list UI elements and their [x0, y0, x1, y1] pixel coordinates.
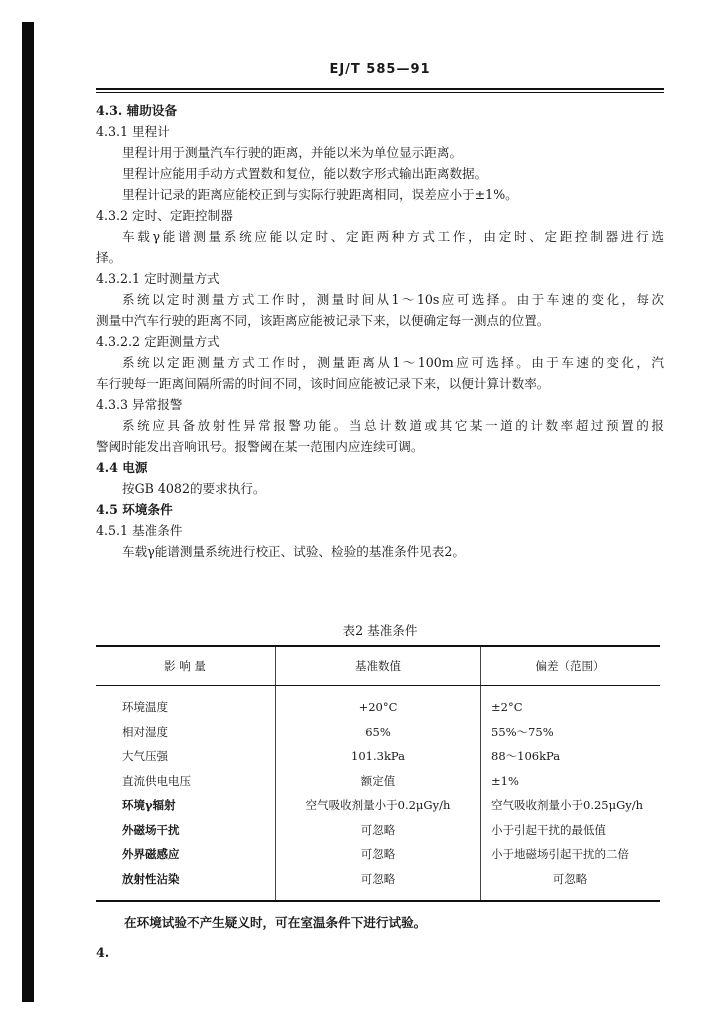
table-row: [96, 818, 660, 843]
text-line: 系统以定时测量方式工作时，测量时间从1～10s应可选择。由于车速的变化，每次: [122, 292, 664, 307]
table-cell: 环境温度: [122, 700, 168, 715]
text-line: 4.3.2 定时、定距控制器: [96, 208, 233, 223]
table-cell: 可忽略: [276, 842, 481, 867]
text-line: 系统以定距测量方式工作时，测量距离从1～100m应可选择。由于车速的变化，汽: [122, 355, 664, 370]
table-cell: 65%: [276, 720, 481, 745]
table-header-row: [96, 646, 660, 686]
table-cell: 可忽略: [276, 818, 481, 843]
header-rule-thin: [96, 92, 664, 93]
table-cell: 外界磁感应: [122, 847, 180, 862]
table-cell: 大气压强: [122, 749, 168, 764]
binding-edge: [22, 22, 34, 1002]
text-line: 车行驶每一距离间隔所需的时间不同，该时间应能被记录下来，以便计算计数率。: [96, 376, 550, 391]
text-line: 4.3.1 里程计: [96, 124, 170, 139]
body-text: [96, 100, 664, 562]
table-cell: +20°C: [276, 686, 481, 720]
table-row: [96, 720, 660, 745]
text-line: 4.5 环境条件: [96, 502, 173, 517]
text-line: 测量中汽车行驶的距离不同，该距离应能被记录下来，以便确定每一测点的位置。: [96, 313, 550, 328]
table-cell: 额定值: [276, 769, 481, 794]
text-line: 按GB 4082的要求执行。: [122, 481, 266, 496]
table-cell: 小于地磁场引起干扰的二倍: [481, 842, 661, 867]
table-row: [96, 793, 660, 818]
table-caption: 表2 基准条件: [342, 623, 418, 638]
text-line: 4.3.3 异常报警: [96, 397, 183, 412]
text-line: 择。: [96, 250, 122, 265]
text-line: 系统应具备放射性异常报警功能。当总计数道或其它某一道的计数率超过预置的报: [122, 418, 664, 433]
table-cell: ±2°C: [481, 686, 661, 720]
text-line: 4.3. 辅助设备: [96, 103, 178, 118]
reference-conditions-table: [96, 645, 660, 902]
table-cell: 放射性沾染: [96, 867, 276, 902]
table-row: [96, 867, 660, 902]
text-line: 4.4 电源: [96, 460, 148, 475]
footnote: 在环境试验不产生疑义时，可在室温条件下进行试验。: [124, 915, 427, 930]
column-header-reference-value: 基准数值: [276, 646, 481, 686]
table-row: [96, 842, 660, 867]
table-cell: 55%～75%: [481, 720, 661, 745]
table-cell: 小于引起干扰的最低值: [481, 818, 661, 843]
table-cell: 可忽略: [481, 867, 661, 902]
column-header-influence: 影 响 量: [96, 646, 276, 686]
table-cell: 101.3kPa: [276, 744, 481, 769]
text-line: 4.3.2.1 定时测量方式: [96, 271, 220, 286]
text-line: 警阈时能发出音响讯号。报警阈在某一范围内应连续可调。: [96, 439, 424, 454]
table-cell: 直流供电电压: [122, 773, 191, 788]
table-cell: 88～106kPa: [481, 744, 661, 769]
table-cell: 相对湿度: [122, 724, 168, 739]
table-cell: 空气吸收剂量小于0.25μGy/h: [481, 793, 661, 818]
table-cell: 外磁场干扰: [122, 822, 180, 837]
table-row: [96, 744, 660, 769]
text-line: 车载γ能谱测量系统进行校正、试验、检验的基准条件见表2。: [122, 544, 465, 559]
header-rule: [96, 88, 664, 90]
text-line: 里程计应能用手动方式置数和复位，能以数字形式输出距离数据。: [122, 166, 488, 181]
text-line: 车载γ能谱测量系统应能以定时、定距两种方式工作，由定时、定距控制器进行选: [122, 229, 664, 244]
table-row: [96, 686, 660, 720]
table-cell: 可忽略: [276, 867, 481, 902]
table-row: [96, 769, 660, 794]
page-number: 4.: [96, 945, 110, 960]
document-code: EJ/T 585—91: [329, 62, 431, 77]
text-line: 里程计记录的距离应能校正到与实际行驶距离相同，误差应小于±1%。: [122, 187, 518, 202]
table-cell: 环境γ辐射: [122, 798, 176, 813]
column-header-deviation: 偏差（范围）: [481, 646, 661, 686]
table-cell: ±1%: [481, 769, 661, 794]
text-line: 4.3.2.2 定距测量方式: [96, 334, 220, 349]
text-line: 4.5.1 基准条件: [96, 523, 183, 538]
table-cell: 空气吸收剂量小于0.2μGy/h: [276, 793, 481, 818]
text-line: 里程计用于测量汽车行驶的距离，并能以米为单位显示距离。: [122, 145, 463, 160]
